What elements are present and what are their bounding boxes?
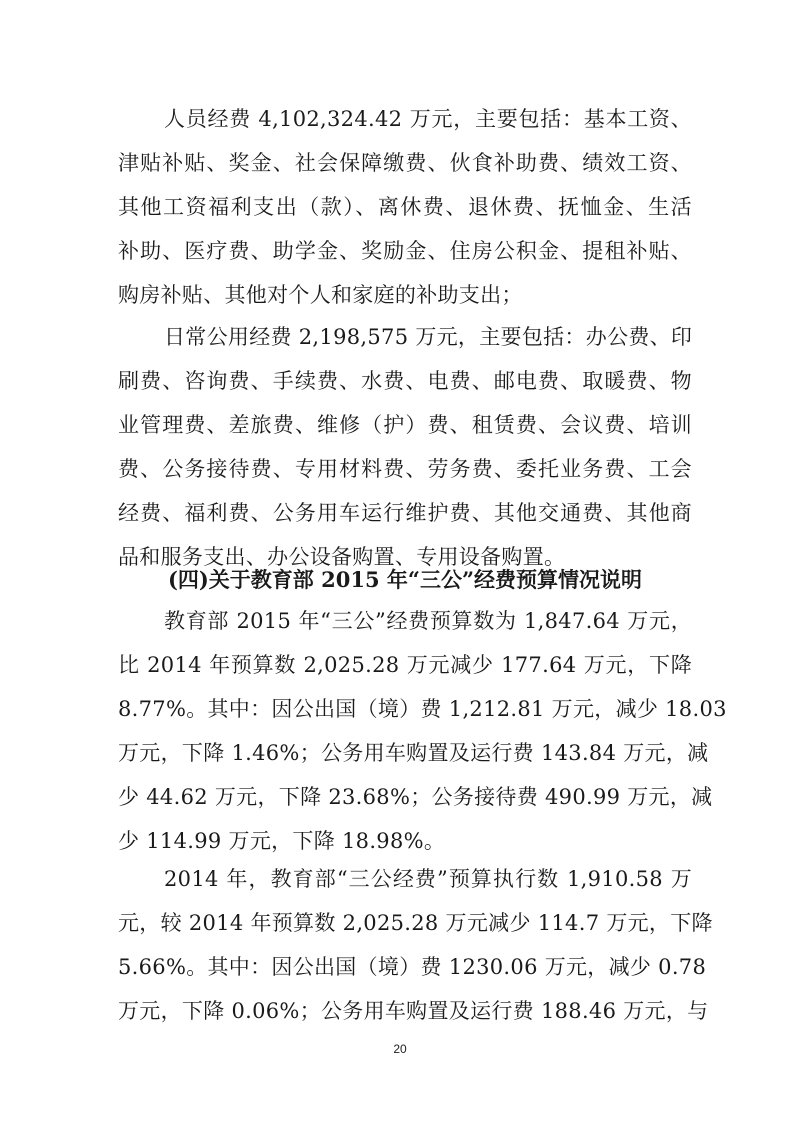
text-line: 日常公用经费 2,198,575 万元，主要包括：办公费、印 (164, 325, 693, 349)
text-line: 品和服务支出、办公设备购置、专用设备购置。 (118, 545, 566, 569)
text-line: 人员经费 4,102,324.42 万元，主要包括：基本工资、 (164, 107, 692, 131)
text-line: 其他工资福利支出（款）、离休费、退休费、抚恤金、生活 (118, 195, 692, 219)
text-line: 经费、福利费、公务用车运行维护费、其他交通费、其他商 (118, 501, 692, 525)
text-line: 2014 年，教育部“三公经费”预算执行数 1,910.58 万 (164, 867, 692, 891)
text-line: 万元，下降 1.46%；公务用车购置及运行费 143.84 万元，减 (118, 741, 709, 765)
paragraph-2014-execution (118, 857, 713, 1033)
text-line: 少 44.62 万元，下降 23.68%；公务接待费 490.99 万元，减 (118, 785, 713, 809)
text-line: 比 2014 年预算数 2,025.28 万元减少 177.64 万元，下降 (118, 653, 692, 677)
text-line: 万元，下降 0.06%；公务用车购置及运行费 188.46 万元，与 (118, 999, 709, 1023)
text-line: 津贴补贴、奖金、社会保障缴费、伙食补助费、绩效工资、 (118, 151, 692, 175)
section-heading: (四)关于教育部 2015 年“三公”经费预算情况说明 (167, 567, 643, 592)
text-line: 购房补贴、其他对个人和家庭的补助支出； (118, 283, 523, 307)
text-line: 元，较 2014 年预算数 2,025.28 万元减少 114.7 万元，下降 (118, 911, 713, 935)
text-line: 费、公务接待费、专用材料费、劳务费、委托业务费、工会 (118, 457, 692, 481)
paragraph-public-expenses (118, 315, 692, 579)
text-line: 业管理费、差旅费、维修（护）费、租赁费、会议费、培训 (118, 413, 692, 437)
paragraph-personnel-expenses (118, 97, 692, 317)
text-line: 刷费、咨询费、手续费、水费、电费、邮电费、取暖费、物 (118, 369, 692, 393)
text-line: 5.66%。其中：因公出国（境）费 1230.06 万元，减少 0.78 (118, 955, 707, 979)
text-line: 补助、医疗费、助学金、奖励金、住房公积金、提租补贴、 (118, 239, 692, 263)
text-line: 8.77%。其中：因公出国（境）费 1,212.81 万元，减少 18.03 (118, 697, 727, 721)
text-line: 少 114.99 万元，下降 18.98%。 (118, 829, 446, 853)
page-number: 20 (393, 1042, 407, 1056)
paragraph-2015-budget (118, 599, 727, 863)
text-line: 教育部 2015 年“三公”经费预算数为 1,847.64 万元， (164, 609, 692, 633)
